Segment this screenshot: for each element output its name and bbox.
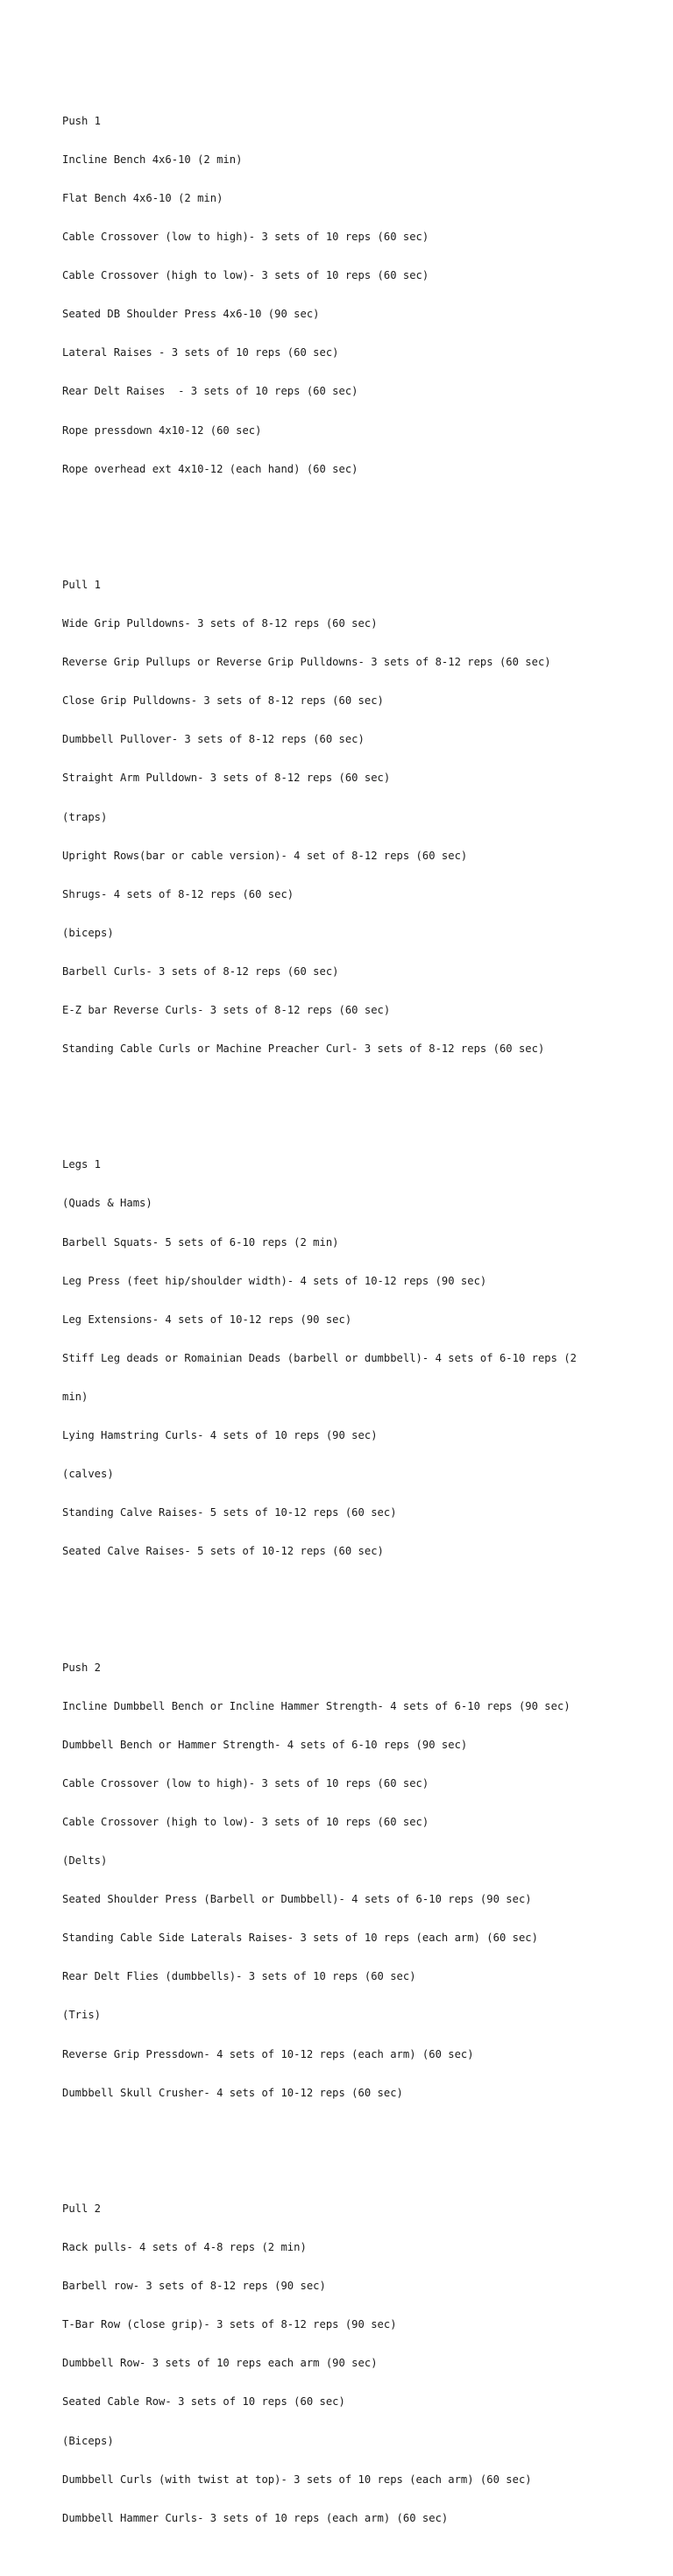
exercise-line: Wide Grip Pulldowns- 3 sets of 8-12 reps (60 sec)	[62, 617, 378, 630]
exercise-line: Shrugs- 4 sets of 8-12 reps (60 sec)	[62, 887, 294, 900]
subheading-biceps: (biceps)	[62, 926, 114, 939]
exercise-line: Close Grip Pulldowns- 3 sets of 8-12 reps (60 sec)	[62, 694, 384, 708]
section-heading: Legs 1	[62, 1158, 102, 1171]
exercise-line: Dumbbell Pullover- 3 sets of 8-12 reps (60 sec)	[62, 733, 365, 746]
exercise-line: Cable Crossover (high to low)- 3 sets of 10 reps (60 sec)	[62, 1815, 429, 1828]
exercise-line: Rear Delt Flies (dumbbells)- 3 sets of 10 reps (60 sec)	[62, 1970, 416, 1983]
section-push-2	[62, 1635, 623, 2125]
exercise-line: Straight Arm Pulldown- 3 sets of 8-12 reps (60 sec)	[62, 772, 391, 785]
exercise-line: Barbell Curls- 3 sets of 8-12 reps (60 sec)	[62, 964, 339, 978]
subheading-calves: (calves)	[62, 1468, 114, 1481]
section-heading: Pull 1	[62, 578, 102, 591]
exercise-line: Stiff Leg deads or Romainian Deads (barbell or dumbbell)- 4 sets of 6-10 reps (2	[62, 1351, 577, 1364]
exercise-line: Seated Cable Row- 3 sets of 10 reps (60 sec)	[62, 2395, 345, 2409]
exercise-line: Dumbbell Curls (with twist at top)- 3 sets of 10 reps (each arm) (60 sec)	[62, 2473, 532, 2486]
exercise-line: Upright Rows(bar or cable version)- 4 set of 8-12 reps (60 sec)	[62, 849, 468, 862]
exercise-line: Seated Calve Raises- 5 sets of 10-12 reps (60 sec)	[62, 1545, 384, 1558]
exercise-line: Incline Dumbbell Bench or Incline Hammer Strength- 4 sets of 6-10 reps (90 sec)	[62, 1699, 570, 1712]
exercise-line: Barbell Squats- 5 sets of 6-10 reps (2 min)	[62, 1235, 339, 1249]
exercise-line: Standing Calve Raises- 5 sets of 10-12 reps (60 sec)	[62, 1506, 397, 1519]
exercise-line: T-Bar Row (close grip)- 3 sets of 8-12 reps (90 sec)	[62, 2318, 397, 2331]
exercise-line: Reverse Grip Pullups or Reverse Grip Pulldowns- 3 sets of 8-12 reps (60 sec)	[62, 656, 551, 669]
section-heading: Push 2	[62, 1661, 102, 1674]
exercise-line: E-Z bar Reverse Curls- 3 sets of 8-12 reps (60 sec)	[62, 1003, 391, 1016]
exercise-line: Dumbbell Hammer Curls- 3 sets of 10 reps (each arm) (60 sec)	[62, 2511, 449, 2524]
subheading-traps: (traps)	[62, 810, 108, 823]
exercise-line: Barbell row- 3 sets of 8-12 reps (90 sec)	[62, 2280, 326, 2293]
document-page	[62, 63, 623, 2576]
exercise-line: Dumbbell Bench or Hammer Strength- 4 sets of 6-10 reps (90 sec)	[62, 1738, 468, 1751]
exercise-line: Seated Shoulder Press (Barbell or Dumbbell)- 4 sets of 6-10 reps (90 sec)	[62, 1893, 532, 1906]
exercise-line: Lateral Raises - 3 sets of 10 reps (60 sec)	[62, 346, 339, 359]
exercise-line: Flat Bench 4x6-10 (2 min)	[62, 192, 223, 204]
exercise-line: Dumbbell Row- 3 sets of 10 reps each arm (90 sec)	[62, 2357, 378, 2370]
section-legs-1	[62, 1133, 623, 1583]
exercise-line: Dumbbell Skull Crusher- 4 sets of 10-12 reps (60 sec)	[62, 2086, 403, 2099]
subheading-delts: (Delts)	[62, 1854, 108, 1868]
exercise-line: Lying Hamstring Curls- 4 sets of 10 reps (90 sec)	[62, 1429, 378, 1442]
exercise-line: Cable Crossover (low to high)- 3 sets of 10 reps (60 sec)	[62, 231, 429, 244]
exercise-line: Cable Crossover (high to low)- 3 sets of 10 reps (60 sec)	[62, 269, 429, 282]
exercise-line: Cable Crossover (low to high)- 3 sets of 10 reps (60 sec)	[62, 1776, 429, 1790]
exercise-line: Rear Delt Raises - 3 sets of 10 reps (60 sec)	[62, 385, 358, 398]
exercise-line: Standing Cable Side Laterals Raises- 3 sets of 10 reps (each arm) (60 sec)	[62, 1932, 538, 1945]
section-pull-1	[62, 553, 623, 1082]
subheading-biceps: (Biceps)	[62, 2434, 114, 2447]
exercise-line: Leg Press (feet hip/shoulder width)- 4 sets of 10-12 reps (90 sec)	[62, 1274, 487, 1287]
exercise-line: Leg Extensions- 4 sets of 10-12 reps (90 sec)	[62, 1313, 352, 1326]
subheading-tris: (Tris)	[62, 2009, 102, 2022]
exercise-line: Standing Cable Curls or Machine Preacher Curl- 3 sets of 8-12 reps (60 sec)	[62, 1042, 545, 1056]
section-push-1	[62, 89, 623, 501]
exercise-line: Incline Bench 4x6-10 (2 min)	[62, 153, 243, 166]
section-pull-2	[62, 2177, 623, 2551]
exercise-line-wrap: min)	[62, 1390, 89, 1403]
exercise-line: Seated DB Shoulder Press 4x6-10 (90 sec)	[62, 308, 320, 321]
exercise-line: Rack pulls- 4 sets of 4-8 reps (2 min)	[62, 2241, 307, 2254]
exercise-line: Rope overhead ext 4x10-12 (each hand) (60 sec)	[62, 462, 358, 475]
exercise-line: Reverse Grip Pressdown- 4 sets of 10-12 reps (each arm) (60 sec)	[62, 2047, 474, 2060]
section-heading: Pull 2	[62, 2202, 102, 2215]
exercise-line: Rope pressdown 4x10-12 (60 sec)	[62, 423, 262, 437]
subheading-quads-hams: (Quads & Hams)	[62, 1197, 152, 1210]
section-heading: Push 1	[62, 114, 102, 127]
